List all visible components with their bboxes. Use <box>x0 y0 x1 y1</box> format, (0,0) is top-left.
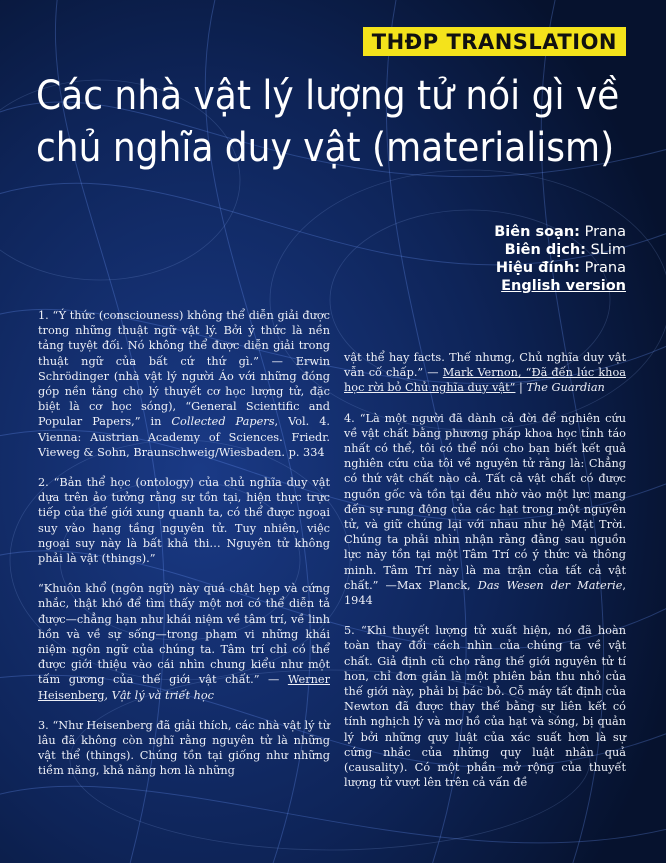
article-title: Các nhà vật lý lượng tử nói gì về chủ nghĩa duy vật (materialism) <box>36 73 620 171</box>
quote-vernon-end: vật thể hay facts. Thế nhưng, Chủ nghĩa duy vật vẫn cố chấp.” — Mark Vernon, “Đã đến lúc khoa học rời bỏ Chủ nghĩa duy vật” | The Guardian <box>344 351 626 395</box>
guardian-article-link[interactable]: Mark Vernon, “Đã đến lúc khoa học rời bỏ Chủ nghĩa duy vật” <box>344 366 626 395</box>
heisenberg-link[interactable]: Werner Heisenberg <box>38 673 330 702</box>
english-version-link[interactable]: English version <box>501 278 626 294</box>
credit-compiler: Biên soạn: Prana <box>494 224 626 240</box>
quote-quantum-theory: 5. “Khi thuyết lượng tử xuất hiện, nó đã hoàn toàn thay đổi cách nhìn của chúng ta về vật chất. Giả định cũ cho rằng thế giới nguyên tử tí hon, chỉ đơn giản là một phiên bản thu nhỏ của thế giới này, phải bị bác bỏ. Cỗ máy tất định của Newton đã được thay thế bằng sự liên kết có tính nghịch lý và mơ hồ của hạt và sóng, bị quản lý bởi những quy luật của xác suất hơn là sự cứng nhắc của những quy luật nhân quả (causality). Có một phần mở rộng của thuyết lượng tử vượt lên trên cả vấn đề <box>344 624 626 790</box>
section-tag: THĐP TRANSLATION <box>363 27 626 56</box>
quote-vernon-start: 3. “Như Heisenberg đã giải thích, các nhà vật lý từ lâu đã không còn nghĩ rằng nguyên tử là những vật thể (things). Chúng tồn tại giống như những tiềm năng, khả năng hơn là những <box>38 718 330 778</box>
credit-editor: Hiệu đính: Prana <box>495 260 626 276</box>
right-column <box>344 350 626 805</box>
credit-translator: Biên dịch: SLim <box>504 242 626 258</box>
quote-schrodinger: 1. “Ý thức (consciouness) không thể diễn giải được trong những thuật ngữ vật lý. Bởi ý thức là nền tảng tuyệt đối. Nó không thể được diễn giải trong thuật ngữ của bất cứ thứ gì.” — Erwin Schrödinger (nhà vật lý người Áo với những đóng góp nền tảng cho lý thuyết cơ học lượng tử, đặc biệt là cơ học sóng), “General Scientific and Popular Papers,” in Collected Papers, Vol. 4. Vienna: Austrian Academy of Sciences. Friedr. Vieweg & Sohn, Braunschweig/Wiesbaden. p. 334 <box>38 309 330 459</box>
quote-planck: 4. “Là một người đã dành cả đời để nghiên cứu về vật chất bằng phương pháp khoa học tỉnh táo nhất có thể, tôi có thể nói cho bạn biết kết quả nghiên cứu của tôi về nguyên tử rằng là: Chẳng có thứ vật chất nào cả. Tất cả vật chất có được nguồn gốc và tồn tại đều nhờ vào một lực mang đến sự rung động của các hạt trong một nguyên tử, và giữ chúng lại với nhau như hệ Mặt Trời. Chúng ta phải nhìn nhận rằng đằng sau nguồn lực này tồn tại một Tâm Trí có ý thức và thông minh. Tâm Trí này là ma trận của tất cả vật chất.” —Max Planck, Das Wesen der Materie, 1944 <box>344 411 626 608</box>
quote-heisenberg-ontology: 2. “Bản thể học (ontology) của chủ nghĩa duy vật dựa trên ảo tưởng rằng sự tồn tại, hiện thực trực tiếp của thế giới xung quanh ta, có thể được ngoại suy vào hạng tầng nguyên tử. Tuy nhiên, việc ngoại suy này là bất khả thi… Nguyên tử không phải là vật (things).” <box>38 476 330 566</box>
left-column <box>38 308 330 794</box>
quote-heisenberg-language: “Khuôn khổ (ngôn ngữ) này quá chật hẹp và cứng nhắc, thật khó để tìm thấy một nơi có thể diễn tả được—chẳng hạn như khái niệm về tâm trí, về linh hồn và về sự sống—trong phạm vi những khái niệm ngôn ngữ của chúng ta. Tâm trí chỉ có thể được giới thiệu vào cái nhìn chung kiểu như một tấm gương của thế giới vật chất.” — Werner Heisenberg, Vật lý và triết học <box>38 582 330 702</box>
credits-block <box>494 223 626 295</box>
